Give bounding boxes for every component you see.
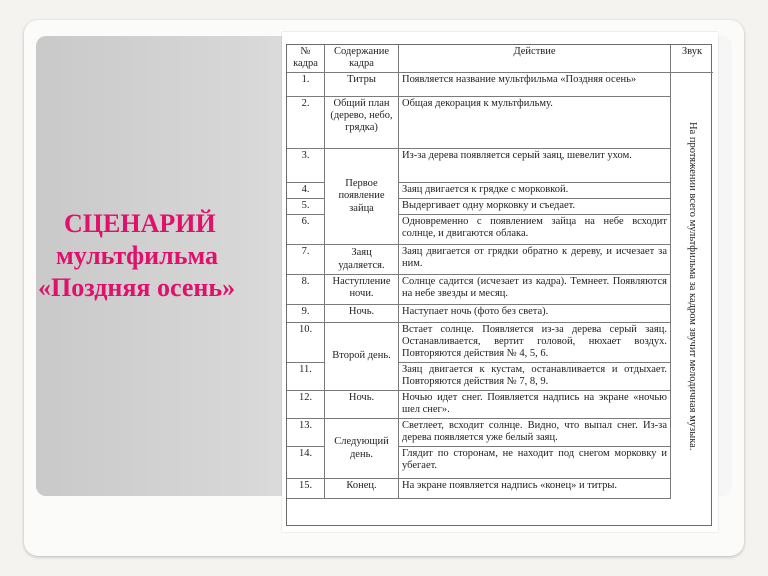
scanned-document: [282, 32, 718, 532]
action-cell: Ночью идет снег. Появляется надпись на экране «ночью шел снег».: [399, 391, 671, 419]
frame-number: 12.: [287, 391, 325, 419]
header-number: № кадра: [287, 45, 325, 73]
frame-number: 14.: [287, 447, 325, 479]
action-cell: Светлеет, всходит солнце. Видно, что выпал снег. Из-за дерева появляется уже белый заяц.: [399, 419, 671, 447]
action-cell: Наступает ночь (фото без света).: [399, 305, 671, 323]
content-cell: Титры: [325, 73, 399, 97]
action-cell: Солнце садится (исчезает из кадра). Темнеет. Появляются на небе звезды и месяц.: [399, 275, 671, 305]
action-cell: На экране появляется надпись «конец» и титры.: [399, 479, 671, 499]
content-cell: Наступление ночи.: [325, 275, 399, 305]
content-cell: Первое появление зайца: [325, 149, 399, 245]
frame-number: 13.: [287, 419, 325, 447]
action-cell: Общая декорация к мультфильму.: [399, 97, 671, 149]
frame-number: 9.: [287, 305, 325, 323]
frame-number: 8.: [287, 275, 325, 305]
action-cell: Выдергивает одну морковку и съедает.: [399, 199, 671, 215]
action-cell: Встает солнце. Появляется из-за дерева серый заяц. Останавливается, вертит головой, нюхает воздух. Повторяются действия № 4, 5, 6.: [399, 323, 671, 363]
frame-number: 4.: [287, 183, 325, 199]
action-cell: Заяц двигается к грядке с морковкой.: [399, 183, 671, 199]
action-cell: Появляется название мультфильма «Поздняя осень»: [399, 73, 671, 97]
action-cell: Одновременно с появлением зайца на небе всходит солнце, и двигаются облака.: [399, 215, 671, 245]
frame-number: 3.: [287, 149, 325, 183]
frame-number: 1.: [287, 73, 325, 97]
title-line-1: СЦЕНАРИЙ: [64, 209, 216, 238]
screenplay-table: [286, 44, 712, 526]
header-sound: Звук: [671, 45, 713, 73]
content-cell: Конец.: [325, 479, 399, 499]
frame-number: 5.: [287, 199, 325, 215]
header-action: Действие: [399, 45, 671, 73]
action-cell: Из-за дерева появляется серый заяц, шевелит ухом.: [399, 149, 671, 183]
action-cell: Заяц двигается от грядки обратно к дереву, и исчезает за ним.: [399, 245, 671, 275]
title-line-3: «Поздняя осень»: [38, 273, 236, 302]
content-cell: Следующий день.: [325, 419, 399, 479]
frame-number: 15.: [287, 479, 325, 499]
content-cell: Ночь.: [325, 391, 399, 419]
sound-text: На протяжении всего мультфильма за кадром звучит мелодичная музыка.: [687, 121, 699, 451]
frame-number: 10.: [287, 323, 325, 363]
content-cell: Ночь.: [325, 305, 399, 323]
content-cell: Общий план (дерево, небо, грядка): [325, 97, 399, 149]
sound-cell: [671, 73, 713, 499]
title-line-2: мультфильма: [56, 241, 219, 270]
slide-title: [30, 208, 280, 304]
header-content: Содержание кадра: [325, 45, 399, 73]
frame-number: 2.: [287, 97, 325, 149]
content-cell: Второй день.: [325, 323, 399, 391]
frame-number: 6.: [287, 215, 325, 245]
action-cell: Заяц двигается к кустам, останавливается и отдыхает. Повторяются действия № 7, 8, 9.: [399, 363, 671, 391]
action-cell: Глядит по сторонам, не находит под снегом морковку и убегает.: [399, 447, 671, 479]
frame-number: 11.: [287, 363, 325, 391]
frame-number: 7.: [287, 245, 325, 275]
content-cell: Заяц удаляется.: [325, 245, 399, 275]
